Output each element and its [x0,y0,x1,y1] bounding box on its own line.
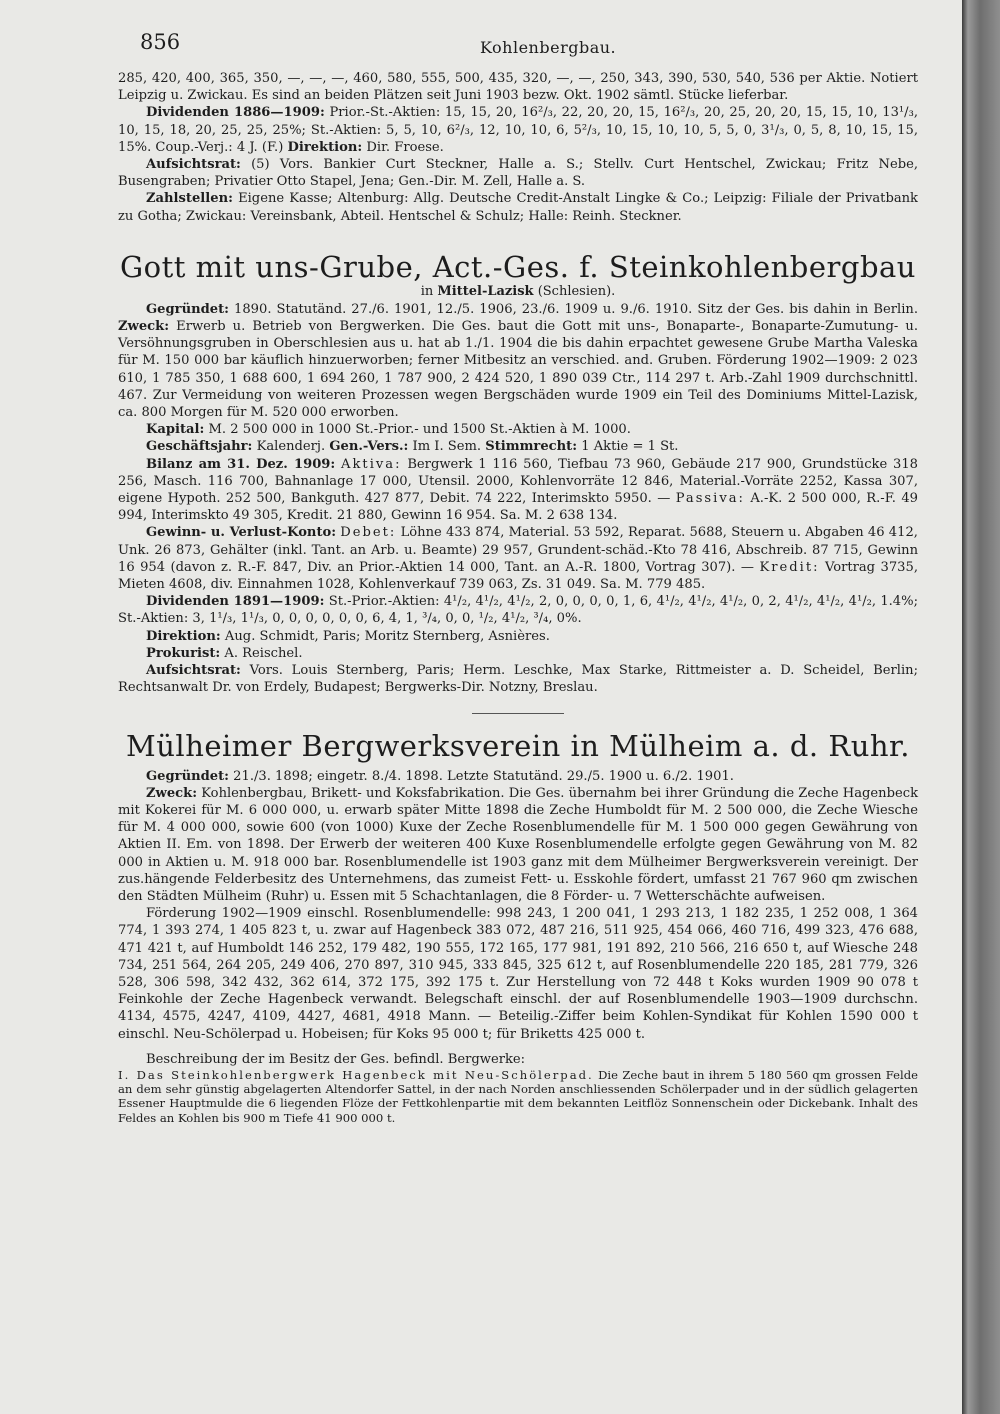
intro-aufsichtsrat [118,156,918,190]
intro-zahlstellen-text: Eigene Kasse; Altenburg: Allg. Deutsche Credit-Anstalt Lingke & Co.; Leipzig: Filiale der Privatbank zu Gotha; Zwickau: Vereinsbank, Abteil. Hentschel & Schulz; Halle: Reinh. Steckner. [118,191,918,224]
company2-zweck [118,785,918,905]
company1-kredit-label: Kredit: [759,559,820,575]
company1-guv [118,524,918,593]
company2-gegruendet-text: 21./3. 1898; eingetr. 8./4. 1898. Letzte Statutänd. 29./5. 1900 u. 6./2. 1901. [233,768,734,784]
company1-gv-label: Gen.-Vers.: [329,439,409,455]
company1-bilanz-label: Bilanz am 31. Dez. 1909: [146,456,336,472]
company2-beschreibung: Beschreibung der im Besitz der Ges. befindl. Bergwerke: [146,1051,526,1067]
company1-dividenden-label: Dividenden 1891—1909: [146,594,325,610]
company1-gj-label: Geschäftsjahr: [146,439,253,455]
company2-foerderung: Förderung 1902—1909 einschl. Rosenblumendelle: 998 243, 1 200 041, 1 293 213, 1 182 235, 1 252 008, 1 364 774, 1 393 274, 1 405 823 t, u. zwar auf Hagenbeck 383 072, 487 216, 511 925, 454 066, 460 716, 499 323, 476 688, 471 421 t, auf Humboldt 146 252, 179 482, 190 555, 172 165, 177 981, 191 892, 210 566, 216 650 t, auf Wiesche 248 734, 251 564, 264 205, 249 406, 270 897, 310 945, 333 845, 325 612 t, auf Rosenblumendelle 220 185, 281 779, 326 528, 306 598, 342 432, 362 614, 372 175, 392 175 t. Zur Herstellung von 72 448 t Koks wurden 1909 90 078 t Feinkohle der Zeche Hagenbeck verwandt. Belegschaft einschl. der auf Rosenblumendelle 1903—1909 durchschn. 4134, 4575, 4247, 4109, 4427, 4681, 4918 Mann. — Beteilig.-Ziffer beim Kohlen-Syndikat für Kohlen 1590 000 t einschl. Neu-Schölerpad u. Hobeisen; für Koks 95 000 t; für Briketts 425 000 t. [118,906,918,1042]
company1-geschaeftsjahr [118,438,918,455]
company1-gegruendet-label: Gegründet: [146,301,229,317]
company1-direktion-text: Aug. Schmidt, Paris; Moritz Sternberg, Asnières. [224,628,550,644]
company1-zweck-label: Zweck: [118,319,170,335]
company1-stimm-text: 1 Aktie = 1 St. [581,439,679,455]
company1-debet-label: Debet: [340,525,397,541]
running-title: Kohlenbergbau. [480,38,617,57]
page-number: 856 [140,30,181,54]
company2-gegruendet-label: Gegründet: [146,768,229,784]
intro-dividends-label: Dividenden 1886—1909: [146,105,325,121]
company1-gj-text: Kalenderj. [256,439,326,455]
company2-zweck-label: Zweck: [146,785,198,801]
company1-bilanz [118,456,918,525]
company1-dividenden [118,593,918,627]
intro-aufsichtsrat-label: Aufsichtsrat: [146,157,241,173]
company1-guv-label: Gewinn- u. Verlust-Konto: [146,525,337,541]
company1-direktion-label: Direktion: [146,628,221,644]
company1-location-prefix: in [420,283,434,299]
intro-dividends-text: Prior.-St.-Aktien: 15, 15, 20, 16²/₃, 22, 20, 20, 15, 16²/₃, 20, 25, 20, 20, 15, 15, 10, 13¹/₃, 10, 15, 18, 20, 25, 25, 25%; St.-Aktien: 5, 5, 10, 6²/₃, 12, 10, 10, 6, 5²/₃, 10, 15, 10, 10, 5, 5, 0, 3¹/₃, 0, 5, 8, 10, 15, 15, 15%. Coup.-Verj.: 4 J. (F.) [118,105,918,155]
company1-prokurist-label: Prokurist: [146,645,221,661]
intro-zahlstellen [118,190,918,224]
company1-location-name: Mittel-Lazisk [437,283,534,299]
company1-gegruendet [118,301,918,421]
intro-aufsichtsrat-text: (5) Vors. Bankier Curt Steckner, Halle a. S.; Stellv. Curt Hentschel, Zwickau; Fritz Nebe, Busengraben; Privatier Otto Stapel, Jena; Gen.-Dir. M. Zell, Halle a. S. [118,157,918,190]
company1-gv-text: Im I. Sem. [412,439,482,455]
company2-zweck-text: Kohlenbergbau, Brikett- und Koksfabrikation. Die Ges. übernahm bei ihrer Gründung die Zeche Hagenbeck mit Kokerei für M. 6 000 000, u. erwarb später Mitte 1898 die Zeche Humboldt für M. 2 500 000, die Zeche Wiesche für M. 4 000 000, sowie 600 (von 1000) Kuxe der Zeche Rosenblumendelle für M. 1 500 000 gegen Gewährung von Aktien II. Em. von 1898. Der Erwerb der weiteren 400 Kuxe Rosenblumendelle erfolgte gegen Gewährung von M. 82 000 in Aktien u. M. 918 000 bar. Rosenblumendelle ist 1903 ganz mit dem Mülheimer Bergwerksverein vereinigt. Der zus.hängende Felderbesitz des Unternehmens, das zumeist Fett- u. Esskohle fördert, umfasst 21 767 960 qm zwischen den Städten Mülheim (Ruhr) u. Essen mit 5 Schachtanlagen, die 8 Förder- u. 7 Wetterschächte aufweisen. [118,785,918,904]
company1-passiva-label: Passiva: [675,491,745,507]
company2-item1-text: Die Zeche baut in ihrem 5 180 560 qm grossen Felde an dem sehr günstig abgelagerten Altendorfer Sattel, in der nach Norden anschliessenden Schölerpader und in der südlich gelagerten Essener Hauptmulde die 6 liegenden Flöze der Fettkohlenpartie mit dem bekannten Leitflöz Sonnenschein oder Dickebank. Inhalt des Feldes an Kohlen bis 900 m Tiefe 41 900 000 t. [118,1067,919,1125]
company1-dividenden-text: St.-Prior.-Aktien: 4¹/₂, 4¹/₂, 4¹/₂, 2, 0, 0, 0, 0, 1, 6, 4¹/₂, 4¹/₂, 4¹/₂, 0, 2, 4¹/₂, 4¹/₂, 4¹/₂, 1.4%; St.-Aktien: 3, 1¹/₃, 1¹/₃, 0, 0, 0, 0, 0, 0, 6, 4, 1, ³/₄, 0, 0, ¹/₂, 4¹/₂, ³/₄, 0%. [118,594,918,627]
company2-item1 [118,1068,918,1125]
intro-quotes: 285, 420, 400, 365, 350, —, —, —, 460, 580, 555, 500, 435, 320, —, —, 250, 343, 390, 530, 540, 536 per Aktie. Notiert Leipzig u. Zwickau. Es sind an beiden Plätzen seit Juni 1903 bezw. Okt. 1902 sämtl. Stücke lieferbar. [118,71,918,104]
company1-title: Gott mit uns-Grube, Act.-Ges. f. Steinkohlenbergbau [120,249,916,284]
company1-debet-text: Löhne 433 874, Material. 53 592, Reparat. 5688, Steuern u. Abgaben 46 412, Unk. 26 873, Gehälter (inkl. Tant. an Arb. u. Beamte) 29 957, Grundent-schäd.-Kto 78 416, Abschreib. 87 715, Gewinn 16 954 (davon z. R.-F. 847, Div. an Prior.-Aktien 14 000, Tant. an A.-R. 1800, Vortrag 307). — [118,525,918,575]
company1-kapital [118,421,918,438]
intro-direktion-label: Direktion: [287,139,363,155]
company2-item1-label: I. Das Steinkohlenbergwerk Hagenbeck mit Neu-Schölerpad. [118,1067,594,1082]
company1-kapital-label: Kapital: [146,422,205,438]
company1-kapital-text: M. 2 500 000 in 1000 St.-Prior.- und 1500 St.-Aktien à M. 1000. [208,422,631,438]
company1-aufsichtsrat [118,662,918,696]
company1-location-suffix: (Schlesien). [537,283,616,299]
company1-prokurist [118,645,918,662]
company1-aufsichtsrat-label: Aufsichtsrat: [146,663,241,679]
company2-gegruendet [118,768,918,785]
company1-kredit-text: Vortrag 3735, Mieten 4608, div. Einnahmen 1028, Kohlenverkauf 739 063, Zs. 31 049. Sa. M. 779 485. [118,559,918,593]
section-divider [472,713,564,714]
page-content [118,24,918,1125]
company1-aktiva-label: Aktiva: [341,456,402,472]
company1-gegruendet-text: 1890. Statutänd. 27./6. 1901, 12./5. 1906, 23./6. 1909 u. 9./6. 1910. Sitz der Ges. bis dahin in Berlin. [234,301,918,317]
company1-stimm-label: Stimmrecht: [485,439,578,455]
page-header [118,24,918,70]
intro-zahlstellen-label: Zahlstellen: [146,191,233,207]
company2-title: Mülheimer Bergwerksverein in Mülheim a. d. Ruhr. [126,728,910,763]
scan-edge [962,0,1000,1414]
intro-dividends [118,104,918,156]
company1-zweck-text: Erwerb u. Betrieb von Bergwerken. Die Ges. baut die Gott mit uns-, Bonaparte-, Bonaparte-Zumutung- u. Versöhnungsgruben in Oberschlesien aus u. hat ab 1./1. 1904 die bis dahin erpachtet gewesene Grube Martha Valeska für M. 150 000 bar käuflich hinzuerworben; ferner Mitbesitz an verschied. and. Gruben. Förderung 1902—1909: 2 023 610, 1 785 350, 1 688 600, 1 694 260, 1 787 900, 2 424 520, 1 890 039 Ctr., 114 297 t. Arb.-Zahl 1909 durchschnittl. 467. Zur Vermeidung von weiteren Prozessen wegen Bergschäden wurde 1909 ein Teil des Dominiums Mittel-Lazisk, ca. 800 Morgen für M. 520 000 erworben. [118,319,918,421]
company1-aktiva-text: Bergwerk 1 116 560, Tiefbau 73 960, Gebäude 217 900, Grundstücke 318 256, Masch. 116 700, Bahnanlage 17 000, Utensil. 2000, Kohlenvorräte 12 846, Material.-Vorräte 2252, Kassa 307, eigene Hypoth. 252 500, Bankguth. 427 877, Debit. 74 222, Interimskto 5950. — [118,456,919,507]
company1-location [118,283,918,301]
company1-prokurist-text: A. Reischel. [224,645,303,661]
company1-aufsichtsrat-text: Vors. Louis Sternberg, Paris; Herm. Leschke, Max Starke, Rittmeister a. D. Scheidel, Berlin; Rechtsanwalt Dr. von Erdely, Budapest; Bergwerks-Dir. Notzny, Breslau. [118,663,918,696]
company1-direktion [118,628,918,645]
intro-direktion-text: Dir. Froese. [366,139,444,155]
company1-passiva-text: A.-K. 2 500 000, R.-F. 49 994, Interimskto 49 305, Kredit. 21 880, Gewinn 16 954. Sa. M. 2 638 134. [118,491,918,524]
